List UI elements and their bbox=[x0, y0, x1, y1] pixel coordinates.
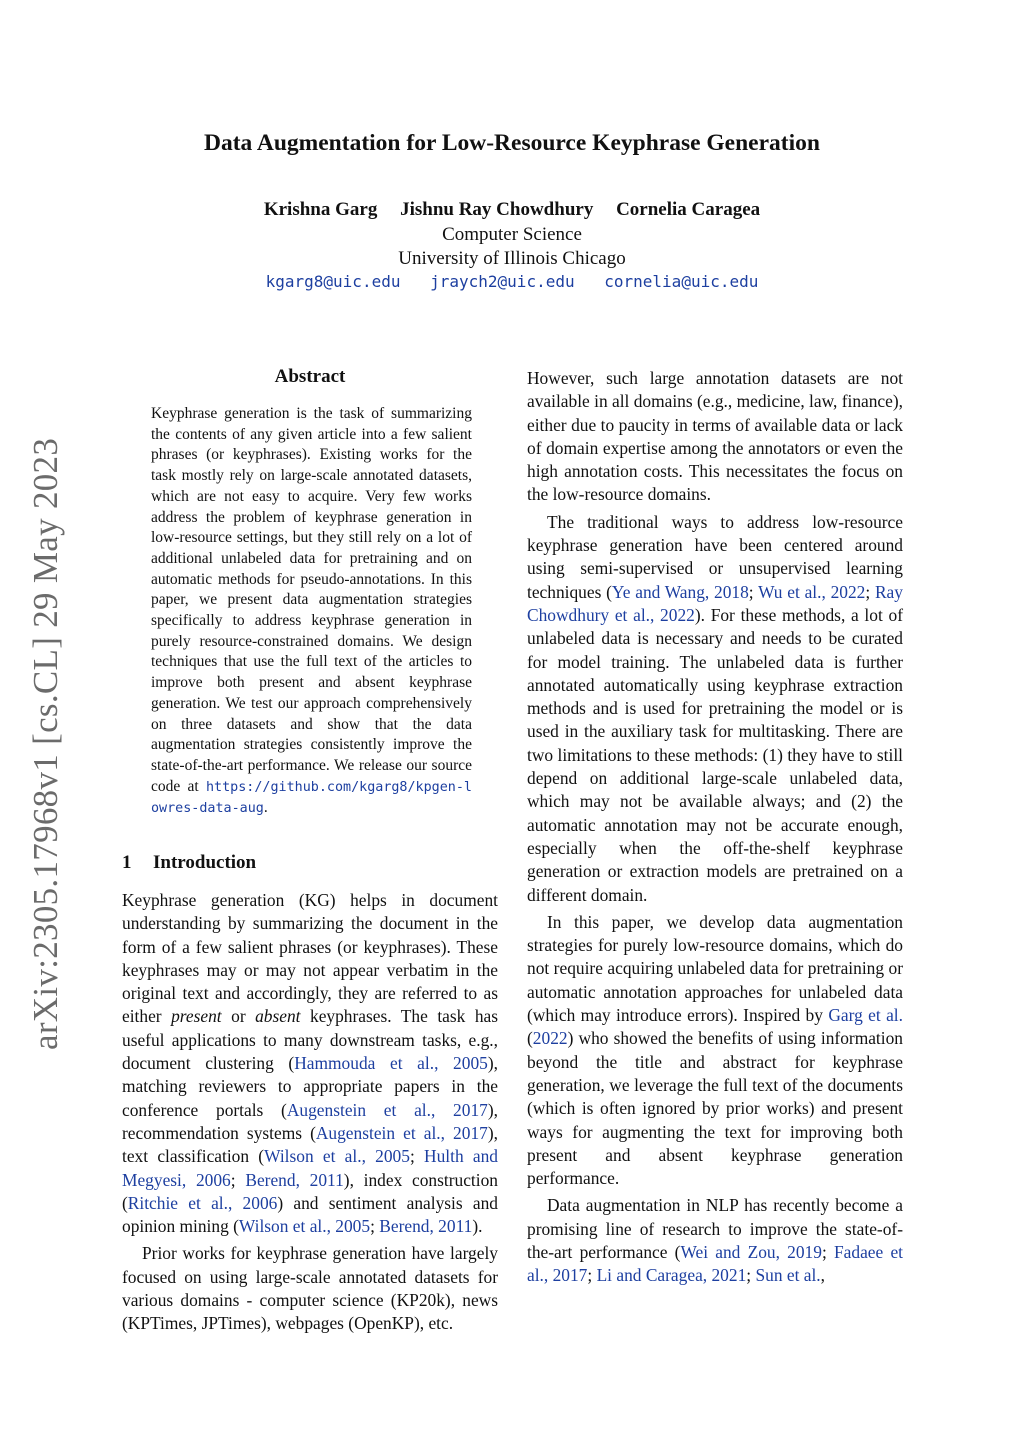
text-run: ) and sentiment analysis and opinion mining ( bbox=[122, 1192, 498, 1237]
citation-link[interactable]: Li and Caragea, 2021 bbox=[596, 1265, 747, 1286]
emphasis: absent bbox=[255, 1006, 301, 1027]
text-run: ), index construction ( bbox=[122, 1169, 498, 1213]
text-run: ), text classification ( bbox=[122, 1122, 498, 1167]
right-column bbox=[527, 367, 903, 1288]
paragraph-continued bbox=[527, 367, 903, 507]
text-run: However, such large annotation datasets are not available in all domains (e.g., medicine, law, finance), either due to paucity in terms of available data or lack of domain expertise among the annotators or even the high annotation costs. This necessitates the focus on the low-resource domains. bbox=[527, 368, 904, 505]
author-emails bbox=[0, 272, 1024, 291]
author-name: Jishnu Ray Chowdhury bbox=[400, 199, 594, 220]
text-run: Data augmentation in NLP has recently become a promising line of research to improve the state-of-the-art performance ( bbox=[527, 1195, 903, 1262]
citation-link[interactable]: Berend, 2011 bbox=[379, 1216, 473, 1237]
text-run: ; bbox=[748, 581, 759, 602]
text-run: ; bbox=[370, 1216, 380, 1237]
left-column bbox=[122, 889, 498, 1336]
affiliation-university: University of Illinois Chicago bbox=[398, 248, 626, 269]
abstract-text: Keyphrase generation is the task of summarizing the contents of any given article into a few salient phrases (or keyphrases). Existing works for the task mostly rely on large-scale annotated datasets, which are not easy to acquire. Very few works address the problem of keyphrase generation in low-resource settings, but they still rely on a lot of additional unlabeled data for pretraining and on automatic methods for pseudo-annotations. In this paper, we present data augmentation strategies specifically to address keyphrase generation in purely resource-constrained domains. We design techniques that use the full text of the articles to improve both present and absent keyphrase generation. We test our approach comprehensively on three datasets and show that the data augmentation strategies consistently improve the state-of-the-art performance. We release our source code at bbox=[151, 405, 472, 795]
affiliation-department: Computer Science bbox=[442, 224, 582, 245]
author-list bbox=[0, 199, 1024, 221]
text-run: ). bbox=[472, 1216, 483, 1237]
text-run: ; bbox=[865, 581, 875, 602]
text-run: or bbox=[221, 1006, 256, 1027]
citation-link[interactable]: Augenstein et al., 2017 bbox=[286, 1099, 488, 1120]
citation-link[interactable]: Ritchie et al., 2006 bbox=[127, 1192, 278, 1213]
citation-link[interactable]: 2022 bbox=[532, 1028, 568, 1049]
citation-link[interactable]: Wei and Zou, 2019 bbox=[680, 1241, 822, 1262]
text-run: ), matching reviewers to appropriate papers in the conference portals ( bbox=[122, 1053, 498, 1120]
text-run: Prior works for keyphrase generation have largely focused on using large-scale annotated datasets for various domains - computer science (KP20k), news (KPTimes, JPTimes), webpages (OpenKP), etc. bbox=[122, 1243, 498, 1334]
paragraph bbox=[122, 889, 498, 1238]
section-title: Introduction bbox=[153, 852, 257, 873]
citation-link[interactable]: Garg et al. bbox=[828, 1005, 903, 1026]
citation-link[interactable]: Hammouda et al., 2005 bbox=[294, 1053, 488, 1074]
text-run: ; bbox=[587, 1265, 597, 1286]
section-heading bbox=[122, 852, 256, 874]
section-number: 1 bbox=[122, 852, 132, 873]
email-link[interactable]: cornelia@uic.edu bbox=[604, 272, 759, 291]
text-run: ; bbox=[746, 1265, 756, 1286]
text-run: ; bbox=[409, 1146, 425, 1167]
author-name: Cornelia Caragea bbox=[616, 199, 761, 220]
text-run: keyphrases. The task has useful applications to many downstream tasks, e.g., document clustering ( bbox=[122, 1006, 498, 1074]
text-run: ; bbox=[821, 1241, 834, 1262]
text-run: , bbox=[820, 1265, 826, 1286]
abstract-body bbox=[151, 404, 472, 820]
citation-link[interactable]: Ye and Wang, 2018 bbox=[611, 581, 749, 602]
citation-link[interactable]: Wilson et al., 2005 bbox=[264, 1146, 410, 1167]
paragraph bbox=[122, 1242, 498, 1335]
source-code-link[interactable]: https://github.com/kgarg8/kpgen-lowres-data-aug bbox=[151, 779, 472, 817]
abstract-end: . bbox=[263, 799, 268, 817]
citation-link[interactable]: Sun et al. bbox=[755, 1265, 821, 1286]
citation-link[interactable]: Hulth and Megyesi, 2006 bbox=[122, 1146, 498, 1190]
email-link[interactable]: kgarg8@uic.edu bbox=[265, 272, 401, 291]
text-run: ), recommendation systems ( bbox=[122, 1099, 498, 1143]
text-run: In this paper, we develop data augmentation strategies for purely low-resource domains, which do not require acquiring unlabeled data for pretraining or automatic annotation approaches for unlabeled data (which may introduce errors). Inspired by bbox=[527, 911, 903, 1026]
citation-link[interactable]: Fadaee et al., 2017 bbox=[527, 1241, 903, 1286]
paragraph bbox=[527, 511, 903, 907]
paragraph bbox=[527, 911, 903, 1191]
text-run: Keyphrase generation (KG) helps in document understanding by summarizing the document in the form of a few salient phrases (or keyphrases). These keyphrases may or may not appear verbatim in the original text and accordingly, they are referred to as either bbox=[122, 890, 498, 1027]
citation-link[interactable]: Berend, 2011 bbox=[245, 1169, 344, 1190]
email-link[interactable]: jraych2@uic.edu bbox=[430, 272, 575, 291]
author-name: Krishna Garg bbox=[263, 199, 378, 220]
arxiv-sidebar: arXiv:2305.17968v1 [cs.CL] 29 May 2023 bbox=[26, 437, 65, 1050]
citation-link[interactable]: Wilson et al., 2005 bbox=[238, 1216, 371, 1237]
text-run: ; bbox=[230, 1169, 246, 1190]
citation-link[interactable]: Ray Chowdhury et al., 2022 bbox=[527, 581, 903, 625]
paragraph bbox=[527, 1194, 903, 1287]
text-run: The traditional ways to address low-resource keyphrase generation have been centered around using semi-supervised or unsupervised learning techniques ( bbox=[527, 511, 903, 602]
text-run: ). For these methods, a lot of unlabeled data is necessary and needs to be curated for model training. The unlabeled data is further annotated automatically using keyphrase extraction methods and is used for pretraining the model or is used in the auxiliary task for multitasking. There are two limitations to these methods: (1) they have to still depend on additional large-scale unlabeled data, which may not be available always; and (2) the automatic annotation may not be accurate enough, especially when the off-the-shelf keyphrase generation or extraction models are pretrained on a different domain. bbox=[527, 604, 903, 905]
abstract-heading: Abstract bbox=[274, 366, 346, 387]
text-run: ) who showed the benefits of using information beyond the title and abstract for keyphrase generation, we leverage the full text of the documents (which is often ignored by prior works) and present ways for augmenting the text for improving both present and absent keyphrase generation performance. bbox=[527, 1028, 903, 1189]
emphasis: present bbox=[171, 1006, 222, 1027]
paper-title: Data Augmentation for Low-Resource Keyphrase Generation bbox=[204, 130, 820, 156]
citation-link[interactable]: Augenstein et al., 2017 bbox=[315, 1122, 488, 1143]
citation-link[interactable]: Wu et al., 2022 bbox=[758, 581, 866, 602]
text-run: ( bbox=[527, 1028, 533, 1049]
